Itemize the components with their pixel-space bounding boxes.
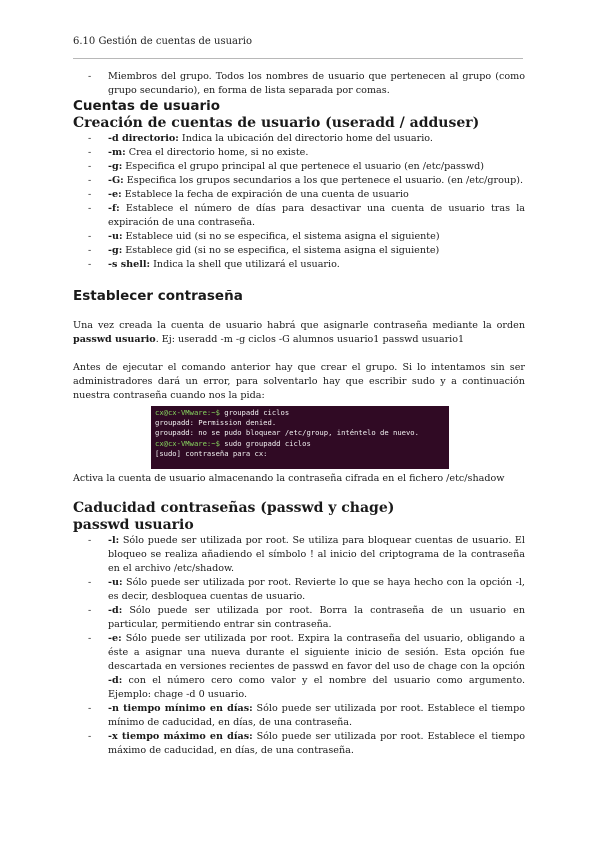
list-item: - -u: Establece uid (si no se especifica, el sistema asigna el siguiente) [88, 231, 440, 242]
section-heading-password: Establecer contraseña [73, 288, 243, 304]
list-item: - -l: Sólo puede ser utilizada por root. Se utiliza para bloquear cuentas de usuario. El bloqueo se realiza añadiendo el símbolo ! al inicio del criptograma de la contraseña en el archivo /etc/shadow. [88, 535, 525, 574]
header-rule [73, 58, 523, 59]
page-content [73, 70, 525, 758]
terminal-screenshot [151, 406, 449, 469]
terminal-line: cx@cx-VMware:~$ groupadd ciclos [155, 408, 290, 417]
list-item: - -u: Sólo puede ser utilizada por root. Revierte lo que se haya hecho con la opción -l, es decir, desbloquea cuentas de usuario. [88, 577, 525, 602]
list-item: - -d: Sólo puede ser utilizada por root. Borra la contraseña de un usuario en particular, permitiendo entrar sin contraseña. [88, 605, 525, 630]
list-item: - -G: Especifica los grupos secundarios a los que pertenece el usuario. (en /etc/group). [88, 175, 524, 186]
list-item: - -n tiempo mínimo en días: Sólo puede ser utilizada por root. Establece el tiempo mínimo de caducidad, en días, de una contraseña. [88, 703, 525, 728]
paragraph-sudo: Antes de ejecutar el comando anterior hay que crear el grupo. Si lo intentamos sin ser administradores dará un error, para solventarlo hay que escribir sudo y a continuación nuestra contraseña cuando nos la pida: [73, 362, 525, 401]
subheading-useradd: Creación de cuentas de usuario (useradd / adduser) [73, 115, 480, 131]
list-item: - -e: Establece la fecha de expiración de una cuenta de usuario [88, 189, 409, 200]
useradd-options-list [73, 132, 525, 272]
subheading-passwd: passwd usuario [73, 517, 194, 533]
list-item: - -f: Establece el número de días para desactivar una cuenta de usuario tras la expiración de una contraseña. [88, 203, 525, 228]
list-item: - -g: Establece gid (si no se especifica, el sistema asigna el siguiente) [88, 245, 440, 256]
list-item: - Miembros del grupo. Todos los nombres de usuario que pertenecen al grupo (como grupo secundario), en forma de lista separada por comas. [88, 71, 525, 96]
section-heading-accounts: Cuentas de usuario [73, 98, 221, 114]
terminal-line: cx@cx-VMware:~$ sudo groupadd ciclos [155, 438, 311, 448]
terminal-line: groupadd: no se pudo bloquear /etc/group, inténtelo de nuevo. [155, 428, 419, 438]
list-item: - -x tiempo máximo en días: Sólo puede ser utilizada por root. Establece el tiempo máximo de caducidad, en días, de una contraseña. [88, 731, 525, 756]
list-item: - -e: Sólo puede ser utilizada por root. Expira la contraseña del usuario, obligando a éste a asignar una nueva durante el siguiente inicio de sesión. Esta opción fue descartada en versiones recientes de passwd en favor del uso de chage con la opción -d: con el número cero como valor y el nombre del usuario como argumento. Ejemplo: chage -d 0 usuario. [88, 633, 525, 700]
terminal-line: [sudo] contraseña para cx: [155, 448, 268, 458]
paragraph-shadow: Activa la cuenta de usuario almacenando la contraseña cifrada en el fichero /etc/shadow [73, 473, 505, 484]
terminal-line: groupadd: Permission denied. [155, 418, 277, 428]
paragraph-passwd: Una vez creada la cuenta de usuario habrá que asignarle contraseña mediante la orden passwd usuario. Ej: useradd -m -g ciclos -G alumnos usuario1 passwd usuario1 [73, 320, 525, 345]
running-header: 6.10 Gestión de cuentas de usuario [73, 36, 252, 47]
list-item: - -m: Crea el directorio home, si no existe. [88, 147, 309, 158]
passwd-options-list [73, 534, 525, 758]
list-item: - -g: Especifica el grupo principal al que pertenece el usuario (en /etc/passwd) [88, 161, 484, 172]
list-item: - -s shell: Indica la shell que utilizará el usuario. [88, 259, 340, 270]
list-item: - -d directorio: Indica la ubicación del directorio home del usuario. [88, 133, 433, 144]
section-heading-expiry: Caducidad contraseñas (passwd y chage) [73, 500, 395, 516]
top-list [73, 70, 525, 98]
